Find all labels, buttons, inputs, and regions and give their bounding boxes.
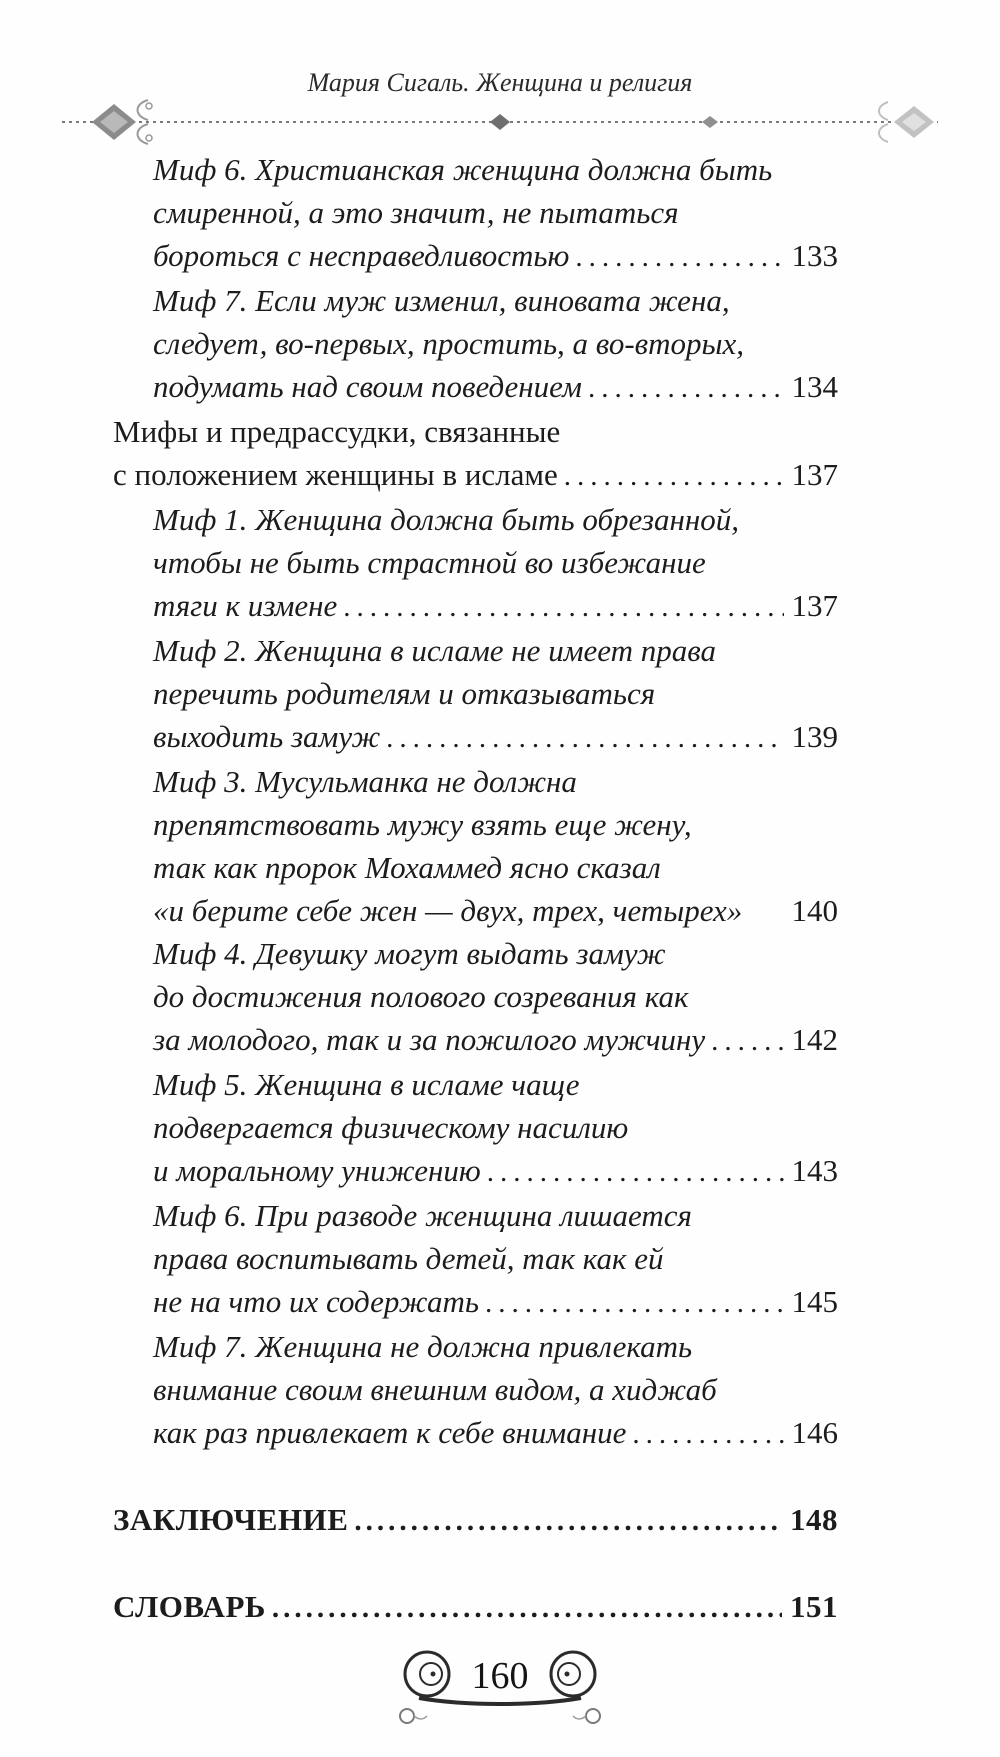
toc-line: препятствовать мужу взять еще жену, bbox=[153, 807, 692, 842]
toc-entry-text: как раз привлекает к себе внимание bbox=[153, 1415, 627, 1450]
toc-page-number: 148 bbox=[790, 1502, 838, 1537]
toc-line: смиренной, а это значит, не пытаться bbox=[153, 195, 679, 230]
toc-entry bbox=[113, 498, 838, 629]
dot-leader bbox=[711, 1020, 783, 1063]
toc-entry-text: с положением женщины в исламе bbox=[113, 457, 558, 492]
toc-entry bbox=[113, 279, 838, 410]
toc-entry bbox=[113, 760, 838, 932]
toc-entry bbox=[113, 148, 838, 279]
toc-entry-text: СЛОВАРЬ bbox=[113, 1589, 266, 1624]
toc-entry bbox=[113, 410, 838, 498]
toc-line: Миф 6. При разводе женщина лишается bbox=[153, 1198, 692, 1233]
toc-page-number: 134 bbox=[791, 369, 838, 404]
toc-tail-line bbox=[153, 365, 838, 410]
toc-entry bbox=[113, 629, 838, 760]
toc-entry-text: выходить замуж bbox=[153, 719, 381, 754]
footer bbox=[0, 1636, 1000, 1736]
toc-list bbox=[113, 148, 838, 1630]
toc-tail-line bbox=[113, 1498, 838, 1543]
running-title: Мария Сигаль. Женщина и религия bbox=[307, 68, 693, 97]
footer-scroll-ornament bbox=[385, 1636, 615, 1736]
toc-entry bbox=[113, 1063, 838, 1194]
toc-entry-text: и моральному унижению bbox=[153, 1153, 481, 1188]
toc-line: чтобы не быть страстной во избежание bbox=[153, 545, 706, 580]
toc-line: Миф 3. Мусульманка не должна bbox=[153, 764, 577, 799]
toc-tail-line bbox=[113, 1585, 838, 1630]
toc-entry-text: бороться с несправедливостью bbox=[153, 238, 570, 273]
toc-entry-text: тяги к измене bbox=[153, 588, 338, 623]
toc-entry-text: подумать над своим поведением bbox=[153, 369, 582, 404]
toc-tail-line bbox=[153, 1411, 838, 1456]
dot-leader bbox=[485, 1282, 784, 1325]
dot-leader bbox=[272, 1587, 782, 1630]
toc-tail-line bbox=[153, 1018, 838, 1063]
toc-line: Миф 4. Девушку могут выдать замуж bbox=[153, 936, 666, 971]
toc-tail-line bbox=[153, 889, 838, 932]
toc-line: перечить родителям и отказываться bbox=[153, 676, 656, 711]
dot-leader bbox=[343, 586, 783, 629]
dot-leader bbox=[575, 236, 783, 279]
toc-line: подвергается физическому насилию bbox=[153, 1110, 629, 1145]
toc-line: Миф 7. Женщина не должна привлекать bbox=[153, 1329, 693, 1364]
toc-tail-line bbox=[153, 1280, 838, 1325]
toc-entry-text: за молодого, так и за пожилого мужчину bbox=[153, 1022, 706, 1057]
toc-entry bbox=[113, 1325, 838, 1456]
toc-line: Миф 6. Христианская женщина должна быть bbox=[153, 152, 773, 187]
toc-page-number: 140 bbox=[791, 893, 838, 928]
footer-page-number: 160 bbox=[471, 1655, 529, 1697]
toc-line: Миф 5. Женщина в исламе чаще bbox=[153, 1067, 580, 1102]
toc-entry bbox=[113, 932, 838, 1063]
toc-page-number: 133 bbox=[791, 238, 838, 273]
toc-entry bbox=[113, 1585, 838, 1630]
toc-page-number: 137 bbox=[791, 457, 838, 492]
toc-line: так как пророк Мохаммед ясно сказал bbox=[153, 850, 661, 885]
toc-tail-line bbox=[153, 1149, 838, 1194]
toc-page-number: 137 bbox=[791, 588, 838, 623]
toc-entry-text: ЗАКЛЮЧЕНИЕ bbox=[113, 1502, 349, 1537]
toc-tail-line bbox=[113, 453, 838, 498]
dot-leader bbox=[564, 455, 784, 498]
toc-page-number: 142 bbox=[791, 1022, 838, 1057]
toc-page-number: 143 bbox=[791, 1153, 838, 1188]
toc-tail-line bbox=[153, 715, 838, 760]
toc-line: Миф 7. Если муж изменил, виновата жена, bbox=[153, 283, 730, 318]
toc-page-number: 145 bbox=[791, 1284, 838, 1319]
toc-tail-line bbox=[153, 234, 838, 279]
toc-line: внимание своим внешним видом, а хиджаб bbox=[153, 1372, 717, 1407]
toc-entry bbox=[113, 1498, 838, 1543]
toc-line: Миф 2. Женщина в исламе не имеет права bbox=[153, 633, 716, 668]
dot-leader bbox=[588, 367, 784, 410]
toc-entry bbox=[113, 1194, 838, 1325]
dot-leader bbox=[386, 717, 783, 760]
dot-leader bbox=[487, 1151, 784, 1194]
dot-leader bbox=[632, 1413, 783, 1456]
toc-line: Мифы и предрассудки, связанные bbox=[113, 414, 561, 449]
toc-tail-line bbox=[153, 584, 838, 629]
diamond-rule-ornament-icon bbox=[52, 96, 948, 148]
toc-line: до достижения полового созревания как bbox=[153, 979, 689, 1014]
toc-line: следует, во-первых, простить, а во-вторых, bbox=[153, 326, 745, 361]
toc-entry-text: «и берите себе жен — двух, трех, четырех» bbox=[153, 893, 743, 928]
toc-line: Миф 1. Женщина должна быть обрезанной, bbox=[153, 502, 740, 537]
toc-page-number: 139 bbox=[791, 719, 838, 754]
toc-page-number: 151 bbox=[790, 1589, 838, 1624]
toc-line: права воспитывать детей, так как ей bbox=[153, 1241, 664, 1276]
toc-page-number: 146 bbox=[791, 1415, 838, 1450]
toc-entry-text: не на что их содержать bbox=[153, 1284, 479, 1319]
header-ornament-rule bbox=[52, 96, 948, 148]
dot-leader bbox=[354, 1500, 782, 1543]
